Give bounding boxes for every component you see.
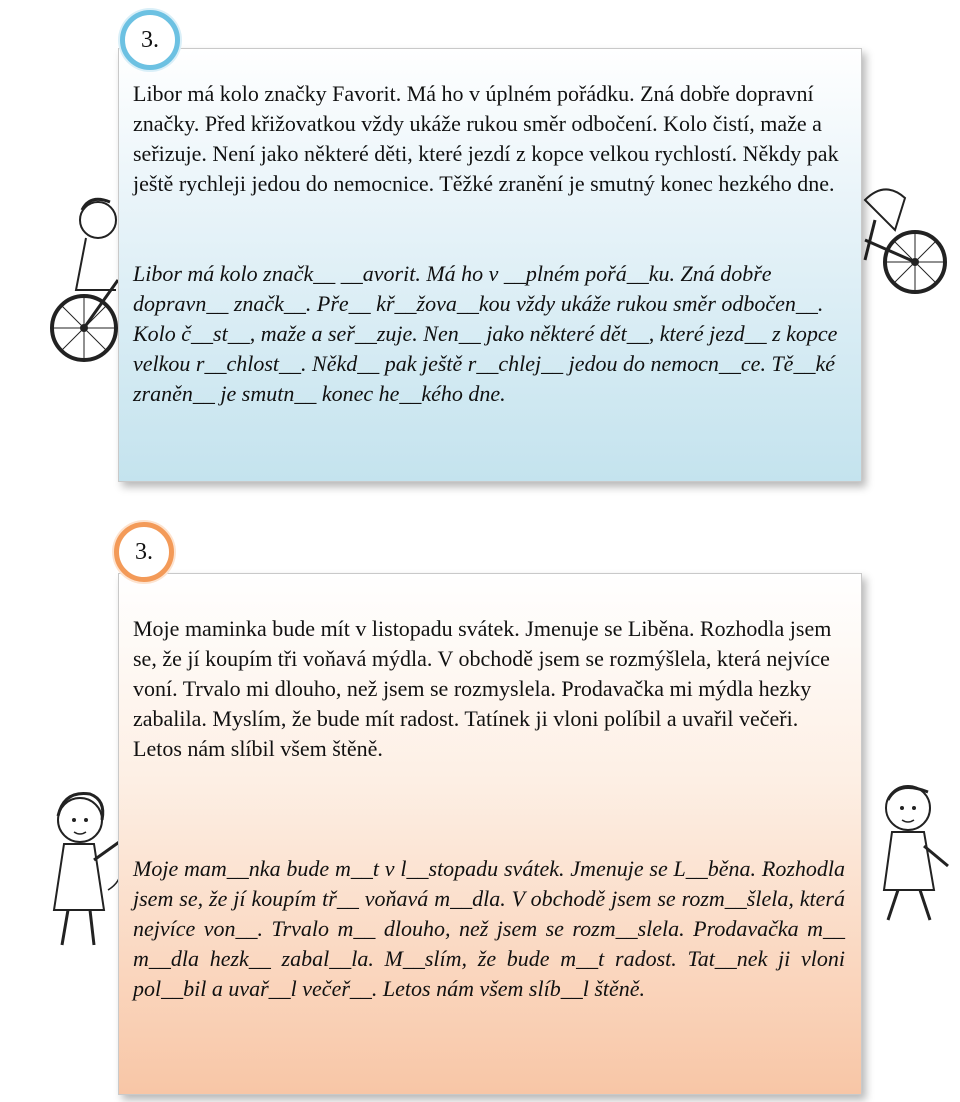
exercise-2-gap-text [133,854,845,1004]
exercise-1-number-badge [120,10,180,70]
exercise-card-2 [118,573,862,1095]
exercise-2-paragraph: Moje maminka bude mít v listopadu svátek. Jmenuje se Liběna. Rozhodla jsem se, že jí koupím tři voňavá mýdla. V obchodě jsem se rozmýšlela, která nejvíce voní. Trvalo mi dlouho, než jsem se rozmyslela. Prodavačka mi mýdla hezky zabalila. Myslím, že bude mít radost. Tatínek ji vloni políbil a uvařil večeři. Letos nám slíbil všem štěně. [133,616,832,761]
exercise-1-paragraph: Libor má kolo značky Favorit. Má ho v úplném pořádku. Zná dobře dopravní značky. Před křižovatkou vždy ukáže rukou směr odbočení. Kolo čistí, maže a seřizuje. Není jako některé děti, které jezdí z kopce velkou rychlostí. Někdy pak ještě rychleji jedou do nemocnice. Těžké zranění je smutný konec hezkého dne. [133,81,839,196]
boy-right-illustration [858,770,953,930]
exercise-2-number: 3. [135,538,153,565]
exercise-2-text [133,614,845,764]
exercise-card-1 [118,48,862,482]
exercise-1-number: 3. [141,26,159,53]
exercise-1-gap-paragraph: Libor má kolo značk__ __avorit. Má ho v __plném pořá__ku. Zná dobře dopravn__ značk__. Pře__ kř__žova__kou vždy ukáže rukou směr odbočen__. Kolo č__st__, maže a seř__zuje. Nen__ jako některé dět__, které jezd__ z kopce velkou r__chlost__. Někd__ pak ještě r__chlej__ jedou do nemocn__ce. Tě__ké zraněn__ je smutn__ konec he__kého dne. [133,261,838,406]
exercise-2-number-badge [114,522,174,582]
exercise-1-text [133,79,845,199]
exercise-2-gap-paragraph: Moje mam__nka bude m__t v l__stopadu svátek. Jmenuje se L__běna. Rozhodla jsem se, že jí koupím tř__ voňavá m__dla. V obchodě jsem se rozm__šlela, která nejvíce von__. Trvalo m__ dlouho, než jsem se rozm__slela. Prodavačka m__ m__dla hezk__ zabal__la. M__slím, že bude m__t radost. Tat__nek ji vloni pol__bil a uvař__l večeř__. Letos nám všem slíb__l štěně. [133,856,845,1001]
exercise-1-gap-text [133,259,845,409]
cyclist-right-illustration [855,180,950,310]
